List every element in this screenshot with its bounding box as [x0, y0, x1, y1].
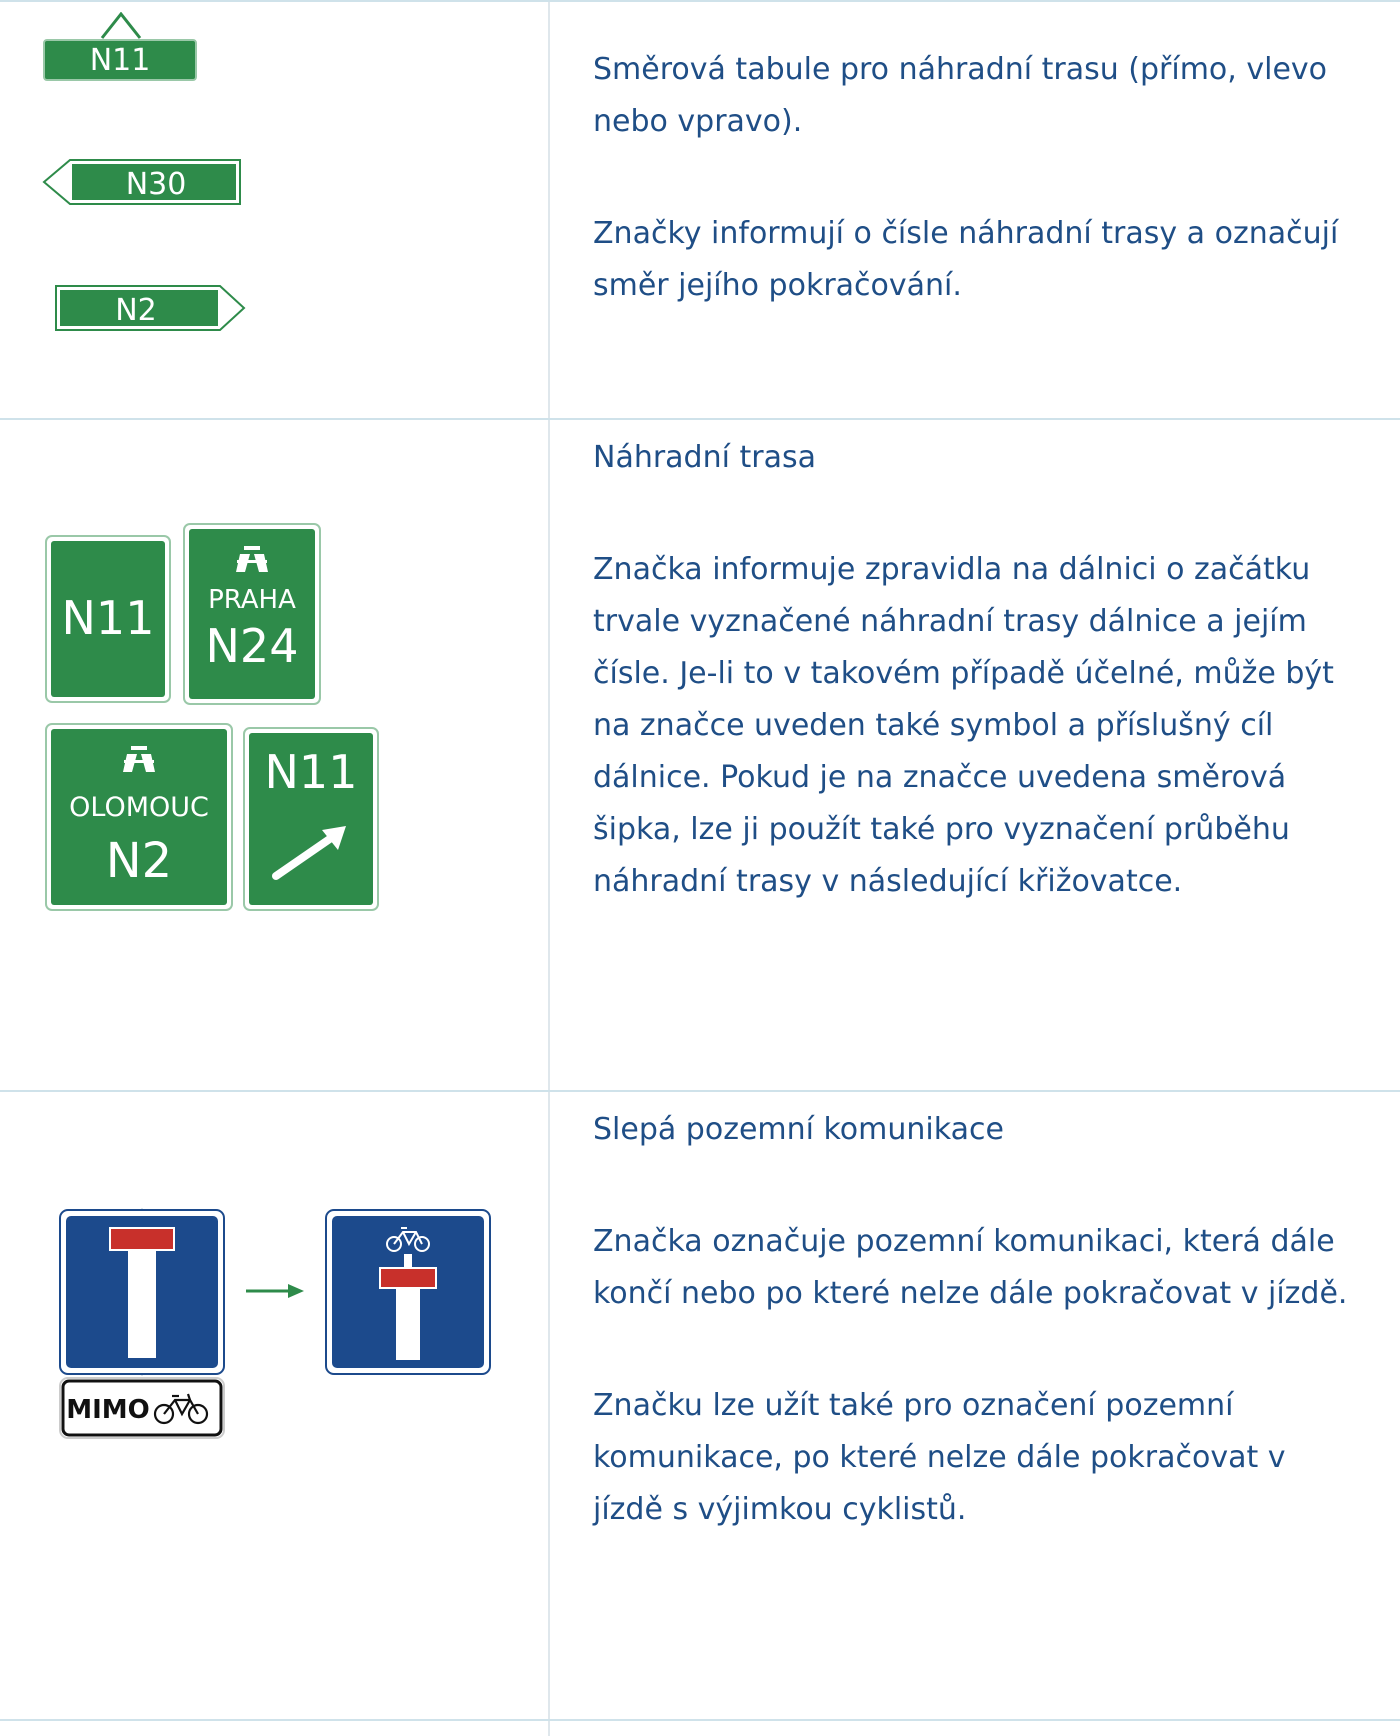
description-paragraph: Značka označuje pozemní komunikaci, která dále končí nebo po které nelze dále pokračovat v jízdě. — [593, 1224, 1348, 1311]
destination-city: PRAHA — [208, 585, 296, 615]
row-divider — [0, 1090, 1400, 1092]
row-title: Náhradní trasa — [593, 440, 816, 475]
detour-sign-right — [54, 284, 248, 334]
detour-sign-label: N30 — [125, 167, 187, 202]
arrow-right-icon — [244, 1282, 306, 1300]
dead-end-sign — [58, 1208, 226, 1376]
row-divider — [0, 418, 1400, 420]
row-divider — [0, 1719, 1400, 1721]
description-paragraph: Značka informuje zpravidla na dálnici o začátku trvale vyznačené náhradní trasy dálnice a jejím čísle. Je-li to v takovém případě účelné, může být na značce uveden také symbol a příslušný cíl dálnice. Pokud je na značce uvedena směrová šipka, lze ji použít také pro vyznačení průběhu náhradní trasy v následující křižovatce. — [593, 552, 1334, 899]
detour-route-number: N2 — [105, 833, 173, 889]
detour-sign-label: N11 — [89, 43, 151, 78]
description-paragraph: Směrová tabule pro náhradní trasu (přímo, vlevo nebo vpravo). — [593, 52, 1328, 139]
detour-route-number: N11 — [264, 745, 358, 799]
row-description — [593, 44, 1353, 312]
destination-city: OLOMOUC — [69, 792, 209, 823]
row-divider — [0, 0, 1400, 2]
detour-route-sign-arrow — [242, 726, 380, 912]
detour-sign-straight — [42, 12, 200, 84]
detour-sign-left — [42, 158, 244, 208]
description-paragraph: Značky informují o čísle náhradní trasy a označují směr jejího pokračování. — [593, 216, 1339, 303]
exception-plate-label: MIMO — [66, 1395, 150, 1425]
column-divider — [548, 0, 550, 1736]
detour-route-sign — [44, 534, 172, 704]
detour-route-sign-praha — [182, 522, 322, 706]
detour-route-number: N24 — [205, 619, 299, 673]
detour-route-number: N11 — [61, 591, 155, 645]
dead-end-except-cyclists-sign — [324, 1208, 492, 1376]
description-paragraph: Značku lze užít také pro označení pozemní komunikace, po které nelze dále pokračovat v jízdě s výjimkou cyklistů. — [593, 1388, 1286, 1527]
row-description — [593, 1104, 1353, 1536]
exception-plate — [58, 1376, 226, 1440]
row-title: Slepá pozemní komunikace — [593, 1112, 1004, 1147]
row-description — [593, 432, 1353, 908]
detour-sign-label: N2 — [115, 293, 157, 328]
detour-route-sign-olomouc — [44, 722, 234, 912]
